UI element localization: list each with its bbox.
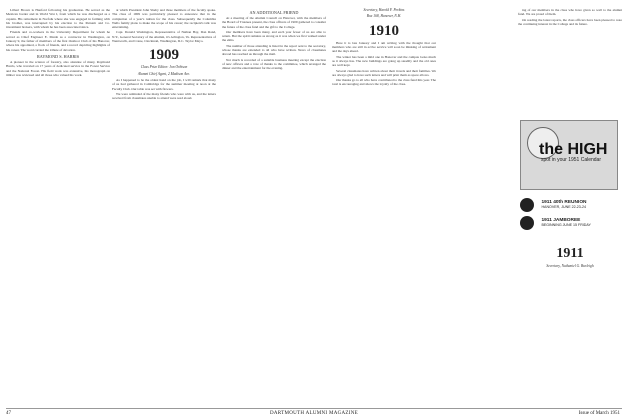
column-3 [222, 8, 326, 72]
paragraph: We were reminded of the many friends who were with us, and the letters received from classmates unable to attend were read aloud. [112, 92, 216, 101]
secretary-line: Secretary, Nathaniel G. Burleigh [546, 264, 594, 268]
paragraph: On reading the latest reports, the class officers have been pleased to note the continuing interest in the College and its future. [518, 17, 622, 26]
paragraph: Here it is late January and I am writing with the thought that our members who are still in active service will soon be thinking of retirement and the days ahead. [332, 40, 436, 54]
paragraph: Our members have been many, and each year fewer of us are able to return. But the spirit remains as strong as it was when we first walked under the elms. [222, 29, 326, 43]
class-year-heading: 1910 [369, 22, 399, 39]
obituary-heading: RAYMOND S. HARRIS [36, 53, 80, 59]
paragraph: A pioneer in the science of forestry, also attendee of many, Raymond Harris, who traveled on 17 years of dedicated service in the Forest Service and the National Forest. His field work was extensive, his monograph on timber was reviewed and all those who valued his work. [6, 59, 110, 77]
section-heading: AN ADDITIONAL FRIEND [249, 10, 299, 15]
reunion-subtitle: HANOVER, JUNE 22-23-24 [541, 205, 586, 210]
address-line: Box 168, Hanover, N.H. [366, 14, 402, 19]
paragraph: at which President John Sheby and three members of the faculty spoke. The class of 1909 was particularly pleased to announce that in the completion of a year's tuition for the class. Subsequently the Columbia Wells family plans to make the scope of his career; the recipient's talk was entertaining. [112, 8, 216, 30]
jamboree-subtitle: BEGINNING JUNE 15 FRIDAY [541, 223, 591, 228]
paragraph: Lilbert Brown is Hanford following his graduation. He served as the Mexican border and in World War I, from which he was discharged as a captain. His retirement in Norfolk where she was engaged in farming with his brother, was interrupted by his election to the Putnam and Co. investment brokers, with whom he has been associated since. [6, 8, 110, 30]
paragraph: Capt. Donald Washington, Representative of Nathan Bay, Dan Rand, N.Y., General Secretary of the Alumni, it's Arlington, Va. Representatives of Wentworth, and Crane, Cincinnati, Washington, D.C. Taylor Mayo. [112, 30, 216, 44]
paragraph: Several classmates have written about their travels and their families. We are always glad to have such letters and will print them as space allows. [332, 68, 436, 77]
reunion-title: 1911 40th REUNION [541, 199, 587, 205]
column-2 [112, 8, 216, 102]
paragraph: Friends and co-workers in the University Department for whom he served as Chief Engineer E. Marsh as a contractor in Washington, on January 9, the father of members of the first Outdoor Club of his Hanover, where his appointed, a flock of friends, and a record depicting highlights of his career. The word carried the tribute of devotion. [6, 30, 110, 52]
paragraph: Not much is recorded of a suitable business meeting except the election of new officers and a vote of thanks to the committee, which arranged the dinner and the entertainment for the evening. [222, 57, 326, 71]
class-editor-line: Class Prize Editor: Jon Orbison [140, 65, 188, 70]
calendar-advertisement [520, 120, 618, 190]
ad-subline: spot in your 1951 Calendar [540, 157, 602, 163]
issue-date: Issue of March 1951 [578, 411, 620, 416]
column-4 [332, 8, 436, 88]
paragraph: Our thanks go to all who have contributed to the class fund this year. The total is encouraging and shows the loyalty of the class. [332, 78, 436, 87]
reunion-row [520, 196, 618, 212]
jamboree-badge-icon [520, 216, 534, 230]
column-5 [518, 8, 622, 27]
footer-rule [6, 408, 622, 409]
page-number: 47 [6, 411, 11, 416]
paragraph: As I happened to be the oldest hand on the job, I will remark that many of us had gathered in Cambridge for the summer meeting at noon at the Faculty Club. Our table was set with flowers. [112, 78, 216, 91]
ad-headline: the HIGH [539, 141, 608, 158]
paragraph: The winter has been a mild one in Hanover and the campus looks much as it always has. The new buildings are going up steadily and the old ones are well kept. [332, 54, 436, 68]
reunion-badge-icon [520, 198, 534, 212]
page-footer [0, 410, 628, 420]
paragraph: At a meeting of the Alumni Council on Hanover, with the members of the Board of Trustees present, the class officers of 1909 gathered to consider the future of the class fund and the gift to the College. [222, 16, 326, 29]
column-1 [6, 8, 110, 78]
reunion-notice [520, 196, 618, 232]
jamboree-title: 1911 JAMBOREE [541, 217, 581, 223]
class-agent-line: Alumni Chief Agent, 2 Madison Ave. [137, 71, 191, 76]
magazine-title: DARTMOUTH ALUMNI MAGAZINE [269, 411, 359, 416]
secretary-line: Secretary, Harold F. Perkins [363, 8, 405, 12]
class-year-heading-1911: 1911 [556, 246, 584, 261]
column-5-lower [518, 264, 622, 270]
jamboree-row [520, 214, 618, 230]
paragraph: The number of those attending is listed in the report sent to the secretary, whose thanks are extended to all who have written. News of classmates abroad has reached us through the mail. [222, 43, 326, 57]
class-year-heading: 1909 [149, 47, 179, 64]
paragraph: ing of our members in the class who have given so well to the alumni fund. We are proud of them. [518, 8, 622, 17]
